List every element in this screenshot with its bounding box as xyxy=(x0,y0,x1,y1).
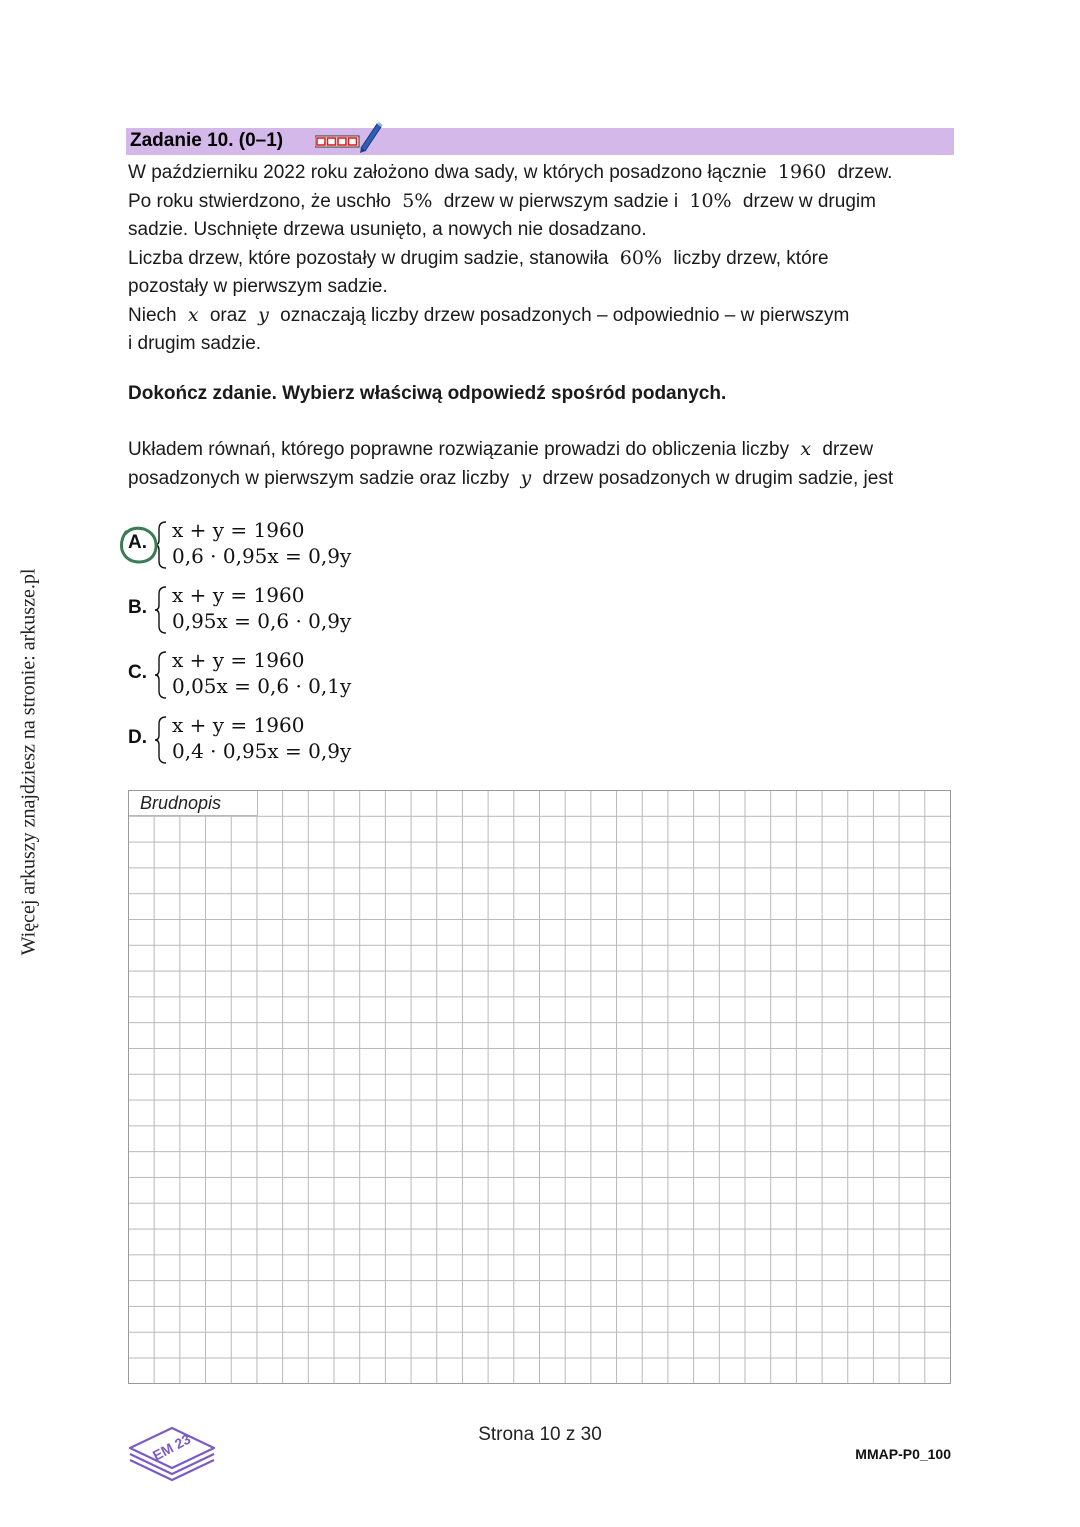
task-header xyxy=(126,128,954,155)
equation-1: x + y = 1960 xyxy=(172,518,305,542)
brace-icon xyxy=(154,585,168,635)
logo-text: EM 23 xyxy=(149,1430,194,1464)
equation-2: 0,05x = 0,6 · 0,1y xyxy=(172,674,352,698)
scratch-grid[interactable] xyxy=(128,790,951,1384)
task-statement: W październiku 2022 roku założono dwa sady, w których posadzono łącznie 1960 drzew. Po roku stwierdzono, że uschło 5% drzew w pierwszym sadzie i 10% drzew w drugim sadzie. Uschnięte drzewa usunięto, a nowych nie dosadzano. Liczba drzew, które pozostały w drugim sadzie, stanowiła 60% liczby drzew, które pozostały w pierwszym sadzie. Niech x oraz y oznaczają liczby drzew posadzonych – odpowiednio – w pierwszym i drugim sadzie. xyxy=(128,161,893,354)
selected-answer-circle xyxy=(118,524,160,566)
instruction: Dokończ zdanie. Wybierz właściwą odpowiedź spośród podanych. xyxy=(128,383,727,404)
brace-icon xyxy=(154,715,168,765)
document-code: MMAP-P0_100 xyxy=(855,1446,951,1462)
option-letter: D. xyxy=(128,727,147,748)
page-number: Strona 10 z 30 xyxy=(478,1424,602,1445)
task-icons xyxy=(315,122,387,156)
equation-1: x + y = 1960 xyxy=(172,713,305,737)
option-a[interactable] xyxy=(128,518,528,574)
option-b[interactable] xyxy=(128,583,528,639)
scratch-label: Brudnopis xyxy=(140,793,222,813)
brace-icon xyxy=(154,650,168,700)
option-letter: B. xyxy=(128,597,147,618)
option-letter: C. xyxy=(128,662,147,683)
pen-icon xyxy=(360,122,383,153)
option-c[interactable] xyxy=(128,648,528,704)
equation-1: x + y = 1960 xyxy=(172,648,305,672)
equation-2: 0,6 · 0,95x = 0,9y xyxy=(172,544,352,568)
equation-2: 0,95x = 0,6 · 0,9y xyxy=(172,609,352,633)
option-letter: A. xyxy=(128,532,147,553)
checkbox-boxes-icon xyxy=(315,136,359,147)
equation-1: x + y = 1960 xyxy=(172,583,305,607)
equation-2: 0,4 · 0,95x = 0,9y xyxy=(172,739,352,763)
task-title: Zadanie 10. (0–1) xyxy=(130,130,284,151)
sidebar-watermark-text: Więcej arkuszy znajdziesz na stronie: arkusze.pl xyxy=(17,568,40,956)
question-text: Układem równań, którego poprawne rozwiązanie prowadzi do obliczenia liczby x drzew posadzonych w pierwszym sadzie oraz liczby y drzew posadzonych w drugim sadzie, jest xyxy=(128,438,894,489)
option-d[interactable] xyxy=(128,713,528,769)
